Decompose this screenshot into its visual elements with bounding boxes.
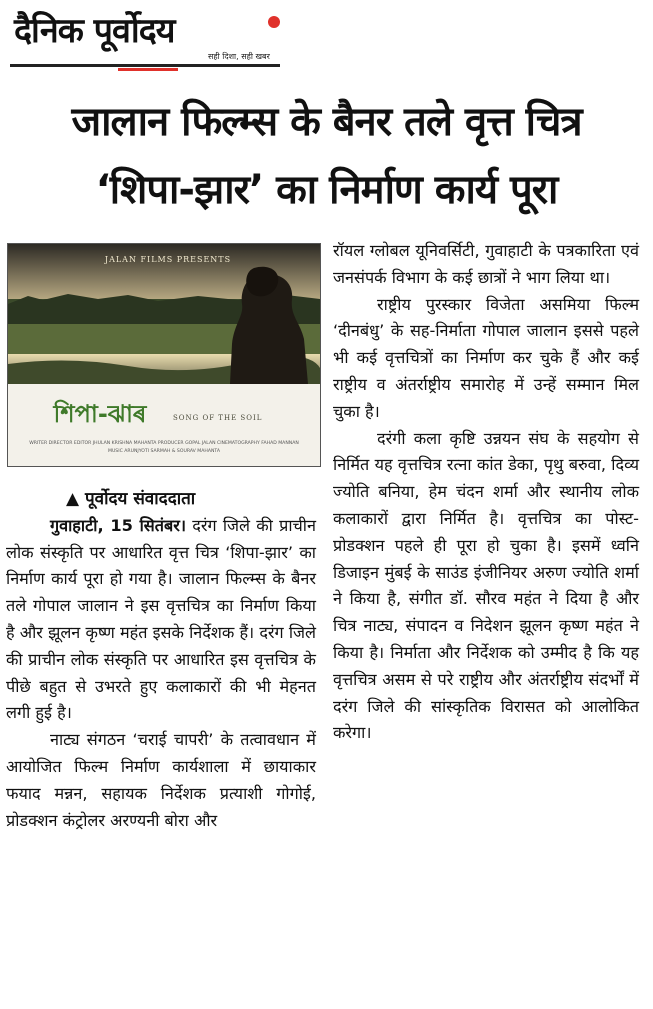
triangle-icon: ▲ (66, 489, 85, 509)
poster-credits-line-2: MUSIC ARUNJYOTI SARMAH & SOURAV MAHANTA (107, 449, 221, 454)
dateline: गुवाहाटी, 15 सितंबर। (50, 515, 186, 535)
article-paragraph-3: रॉयल ग्लोबल यूनिवर्सिटी, गुवाहाटी के पत्रकारिता एवं जनसंपर्क विभाग के कई छात्रों ने भाग लिया था। (333, 241, 639, 287)
article-paragraph-1 (6, 513, 316, 727)
headline-line-1: जालान फिल्म्स के बैनर तले वृत्त चित्र (71, 99, 582, 145)
newspaper-tagline: सही दिशा, सही खबर (208, 52, 270, 61)
logo-dot-icon (268, 16, 280, 28)
poster-scene (8, 244, 320, 466)
headline-line-2: ‘शिपा-झार’ का निर्माण कार्य पूरा (95, 167, 558, 213)
article-paragraph-2: नाट्य संगठन ‘चराई चापरी’ के तत्वावधान में आयोजित फिल्म निर्माण कार्यशाला में छायाकार फयाद मन्नन, सहायक निर्देशक प्रत्याशी गोगोई, प्रोडक्शन कंट्रोलर अरण्यनी बोरा और (6, 730, 316, 830)
byline (6, 486, 316, 513)
paragraph-1-text: दरंग जिले की प्राचीन लोक संस्कृति पर आधारित वृत्त चित्र ‘शिपा-झार’ का निर्माण कार्य पूरा हो गया है। जालान फिल्म्स के बैनर तले गोपाल जालान ने इस वृत्तचित्र का निर्माण किया है और झूलन कृष्ण महंत इसके निर्देशक हैं। दरंग जिले की प्राचीन लोक संस्कृति पर आधारित इस वृत्तचित्र के पीछे बहुत से उभरते हुए कलाकारों की भी मेहनत लगी हुई है। (6, 515, 316, 723)
masthead-red-bar (118, 68, 178, 71)
byline-text: पूर्वोदय संवाददाता (85, 489, 196, 509)
article-column-right (333, 238, 639, 747)
article-paragraph-4: राष्ट्रीय पुरस्कार विजेता असमिया फिल्म ‘दीनबंधु’ के सह-निर्माता गोपाल जालान इससे पहले भी कई वृत्तचित्रों का निर्माण कर चुके हैं और कई राष्ट्रीय व अंतर्राष्ट्रीय समारोह में उन्हें सम्मान मिल चुका है। (333, 294, 639, 421)
article-column-left (6, 486, 316, 834)
masthead (10, 6, 280, 70)
poster-film-title: শিপা-ঝাৰ (53, 400, 147, 428)
newspaper-title: दैनिक पूर्वोदय (14, 11, 175, 51)
masthead-rule (10, 64, 280, 67)
poster-presents-text: JALAN FILMS PRESENTS (104, 255, 232, 264)
article-paragraph-5: दरंगी कला कृष्टि उन्नयन संघ के सहयोग से निर्मित यह वृत्तचित्र रत्ना कांत डेका, पृथु बरुवा, दिव्य ज्योति बनिया, हेम चंदन शर्मा और स्थानीय लोक कलाकारों द्वारा निर्मित है। वृत्तचित्र का पोस्ट-प्रोडक्शन पहले ही पूरा हो चुका है। इसमें ध्वनि डिजाइन मुंबई के साउंड इंजीनियर अरुण ज्योति शर्मा ने किया है, संगीत डॉ. सौरव महंत ने दिया है और चित्र नाट्य, संपादन व निदेशन झूलन कृष्ण महंत ने किया है। निर्माता और निर्देशक को उम्मीद है कि यह वृत्तचित्र असम से परे राष्ट्रीय और अंतर्राष्ट्रीय संदर्भों में दरंग जिले की सांस्कृतिक विरासत को आलोकित करेगा। (333, 428, 639, 743)
film-poster-image (7, 243, 321, 467)
poster-subtitle: SONG OF THE SOIL (173, 414, 263, 422)
poster-credits-line-1: WRITER DIRECTOR EDITOR JHULAN KRISHNA MAHANTA PRODUCER GOPAL JALAN CINEMATOGRAPHY FAHAD MANNAN (29, 441, 299, 446)
